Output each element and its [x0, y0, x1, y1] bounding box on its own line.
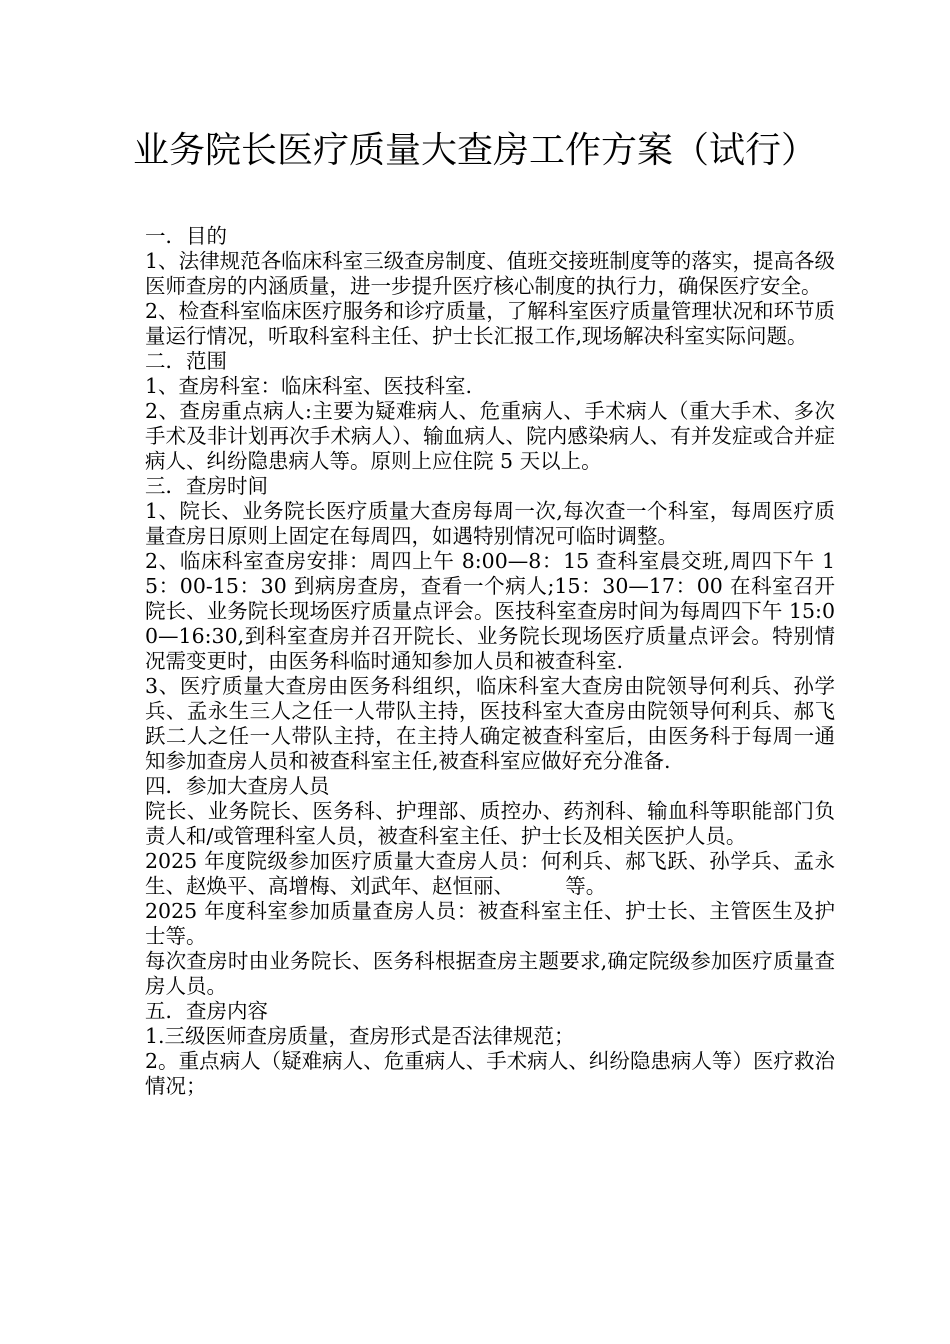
document-body — [145, 224, 835, 1099]
paragraph: 1、院长、业务院长医疗质量大查房每周一次,每次查一个科室，每周医疗质量查房日原则上固定在每周四，如遇特别情况可临时调整。 — [145, 499, 835, 548]
paragraph: 2。重点病人（疑难病人、危重病人、手术病人、纠纷隐患病人等）医疗救治情况； — [145, 1049, 835, 1098]
paragraph: 2、查房重点病人:主要为疑难病人、危重病人、手术病人（重大手术、多次手术及非计划再次手术病人）、输血病人、院内感染病人、有并发症或合并症病人、纠纷隐患病人等。原则上应住院 5 天以上。 — [145, 399, 835, 473]
paragraph: 2025 年度院级参加医疗质量大查房人员：何利兵、郝飞跃、孙学兵、孟永生、赵焕平、高增梅、刘武年、赵恒丽、 等。 — [145, 849, 835, 898]
section-heading-time: 三．查房时间 — [145, 474, 268, 498]
paragraph: 1、法律规范各临床科室三级查房制度、值班交接班制度等的落实，提高各级医师查房的内涵质量，进一步提升医疗核心制度的执行力，确保医疗安全。 — [145, 249, 835, 298]
section-heading-content: 五．查房内容 — [145, 999, 268, 1023]
section-heading-purpose: 一．目的 — [145, 224, 227, 248]
paragraph: 2025 年度科室参加质量查房人员：被查科室主任、护士长、主管医生及护士等。 — [145, 899, 835, 948]
paragraph: 1、查房科室：临床科室、医技科室. — [145, 374, 473, 398]
paragraph: 每次查房时由业务院长、医务科根据查房主题要求,确定院级参加医疗质量查房人员。 — [145, 949, 835, 998]
section-heading-scope: 二．范围 — [145, 349, 227, 373]
paragraph: 2、检查科室临床医疗服务和诊疗质量，了解科室医疗质量管理状况和环节质量运行情况，听取科室科主任、护士长汇报工作,现场解决科室实际问题。 — [145, 299, 835, 348]
document-title: 业务院长医疗质量大查房工作方案（试行） — [132, 130, 817, 171]
section-heading-participants: 四．参加大查房人员 — [145, 774, 330, 798]
paragraph: 1.三级医师查房质量，查房形式是否法律规范； — [145, 1024, 575, 1048]
paragraph: 3、医疗质量大查房由医务科组织，临床科室大查房由院领导何利兵、孙学兵、孟永生三人之任一人带队主持，医技科室大查房由院领导何利兵、郝飞跃二人之任一人带队主持，在主持人确定被查科室后，由医务科于每周一通知参加查房人员和被查科室主任,被查科室应做好充分准备. — [145, 674, 835, 773]
paragraph: 院长、业务院长、医务科、护理部、质控办、药剂科、输血科等职能部门负责人和/或管理科室人员，被查科室主任、护士长及相关医护人员。 — [145, 799, 835, 848]
paragraph: 2、临床科室查房安排：周四上午 8:00—8：15 查科室晨交班,周四下午 15：00-15：30 到病房查房，查看一个病人;15：30—17：00 在科室召开院长、业务院长现场医疗质量点评会。医技科室查房时间为每周四下午 15:00—16:30,到科室查房并召开院长、业务院长现场医疗质量点评会。特别情况需变更时，由医务科临时通知参加人员和被查科室. — [145, 549, 835, 673]
